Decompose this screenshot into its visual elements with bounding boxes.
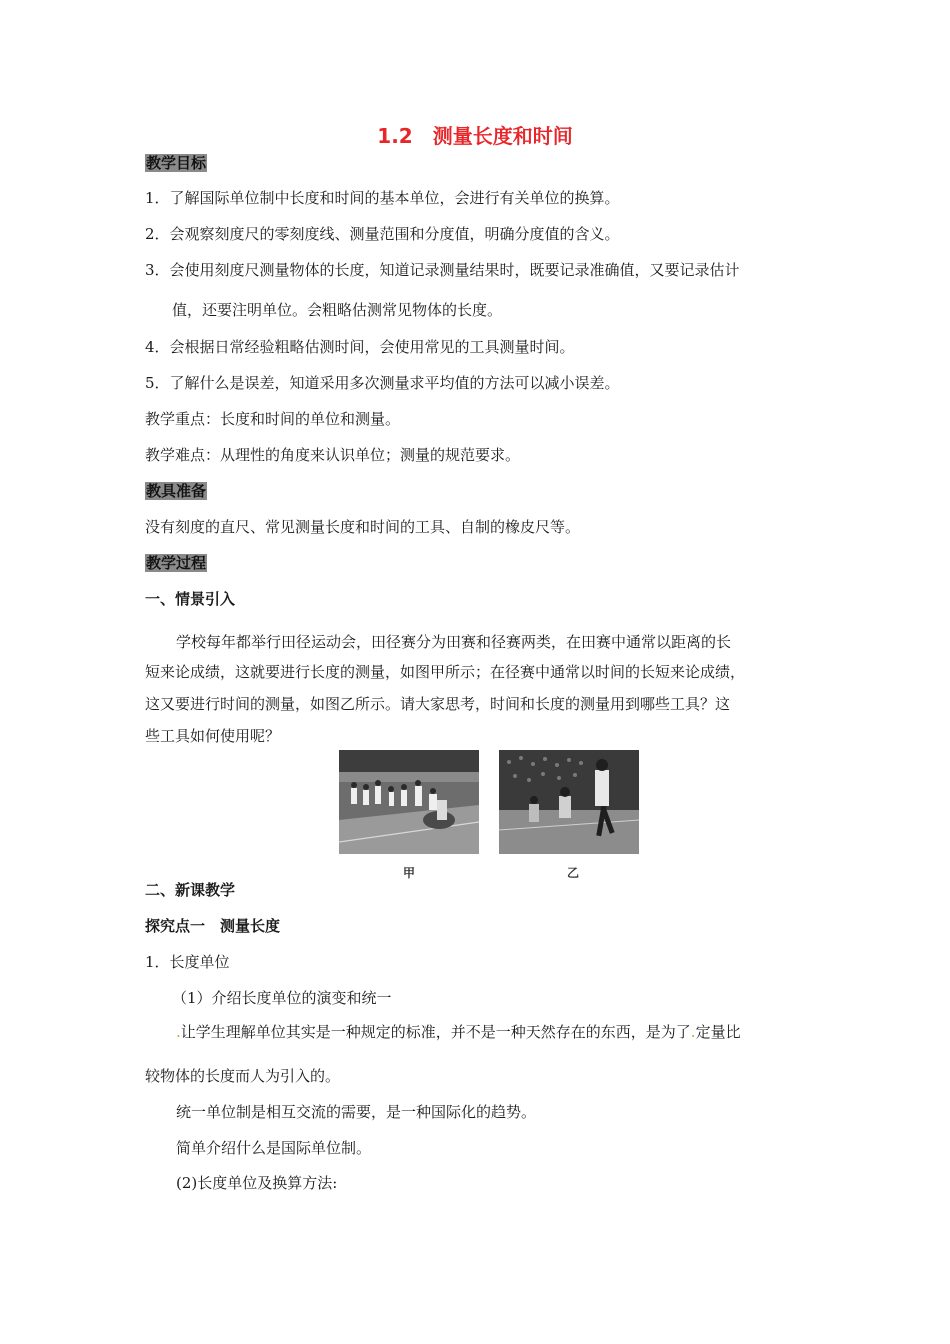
figure-caption-a: 甲 xyxy=(403,866,416,880)
section-label: 教学目标 xyxy=(146,154,207,172)
section-label: 教学过程 xyxy=(146,554,207,572)
page-title: 1.2 测量长度和时间 xyxy=(377,124,573,148)
intro-paragraph-line: 些工具如何使用呢？ xyxy=(145,727,281,745)
objective-item: 2．会观察刻度尺的零刻度线、测量范围和分度值，明确分度值的含义。 xyxy=(145,225,620,243)
intro-paragraph-line: 这又要进行时间的测量，如图乙所示。请大家思考，时间和长度的测量用到哪些工具？这 xyxy=(145,695,731,713)
marker-dot: . xyxy=(690,1023,696,1041)
unit-text-part: 定量比 xyxy=(695,1023,741,1041)
track-event-image xyxy=(499,750,639,854)
marker-dot: . xyxy=(176,1023,181,1041)
unit-paragraph-line xyxy=(176,1022,741,1042)
materials-text: 没有刻度的直尺、常见测量长度和时间的工具、自制的橡皮尺等。 xyxy=(145,518,581,536)
section-heading-process xyxy=(145,553,207,573)
key-point: 教学重点：长度和时间的单位和测量。 xyxy=(145,410,401,428)
unit-paragraph-line: 简单介绍什么是国际单位制。 xyxy=(176,1139,372,1157)
objective-item: 1．了解国际单位制中长度和时间的基本单位，会进行有关单位的换算。 xyxy=(145,189,620,207)
objective-item: 3．会使用刻度尺测量物体的长度，知道记录测量结果时，既要记录准确值，又要记录估计 xyxy=(145,261,740,279)
unit-paragraph-line: 较物体的长度而人为引入的。 xyxy=(145,1067,341,1085)
field-event-image xyxy=(339,750,479,854)
intro-paragraph-line: 学校每年都举行田径运动会，田径赛分为田赛和径赛两类，在田赛中通常以距离的长 xyxy=(176,633,732,651)
objective-item: 4．会根据日常经验粗略估测时间，会使用常见的工具测量时间。 xyxy=(145,338,575,356)
figure-track-event-photo xyxy=(499,750,639,854)
section-heading-materials xyxy=(145,481,207,501)
unit-heading: 1．长度单位 xyxy=(145,953,230,971)
objective-item: 5．了解什么是误差，知道采用多次测量求平均值的方法可以减小误差。 xyxy=(145,374,620,392)
unit-subheading: (2)长度单位及换算方法: xyxy=(176,1174,338,1192)
difficult-point: 教学难点：从理性的角度来认识单位；测量的规范要求。 xyxy=(145,446,521,464)
objective-item-continuation: 值，还要注明单位。会粗略估测常见物体的长度。 xyxy=(172,301,503,319)
part1-heading: 一、情景引入 xyxy=(145,590,236,608)
intro-paragraph-line: 短来论成绩，这就要进行长度的测量，如图甲所示；在径赛中通常以时间的长短来论成绩， xyxy=(145,663,746,681)
unit-text-part: 让学生理解单位其实是一种规定的标准，并不是一种天然存在的东西，是为了 xyxy=(180,1023,691,1041)
explore1-heading: 探究点一 测量长度 xyxy=(145,917,281,935)
figure-field-event-photo xyxy=(339,750,479,854)
part2-heading: 二、新课教学 xyxy=(145,881,236,899)
unit-subheading: （1）介绍长度单位的演变和统一 xyxy=(172,989,392,1007)
section-label: 教具准备 xyxy=(146,482,207,500)
figure-caption-b: 乙 xyxy=(567,866,580,880)
section-heading-objectives xyxy=(145,153,207,173)
unit-paragraph-line: 统一单位制是相互交流的需要，是一种国际化的趋势。 xyxy=(176,1103,537,1121)
